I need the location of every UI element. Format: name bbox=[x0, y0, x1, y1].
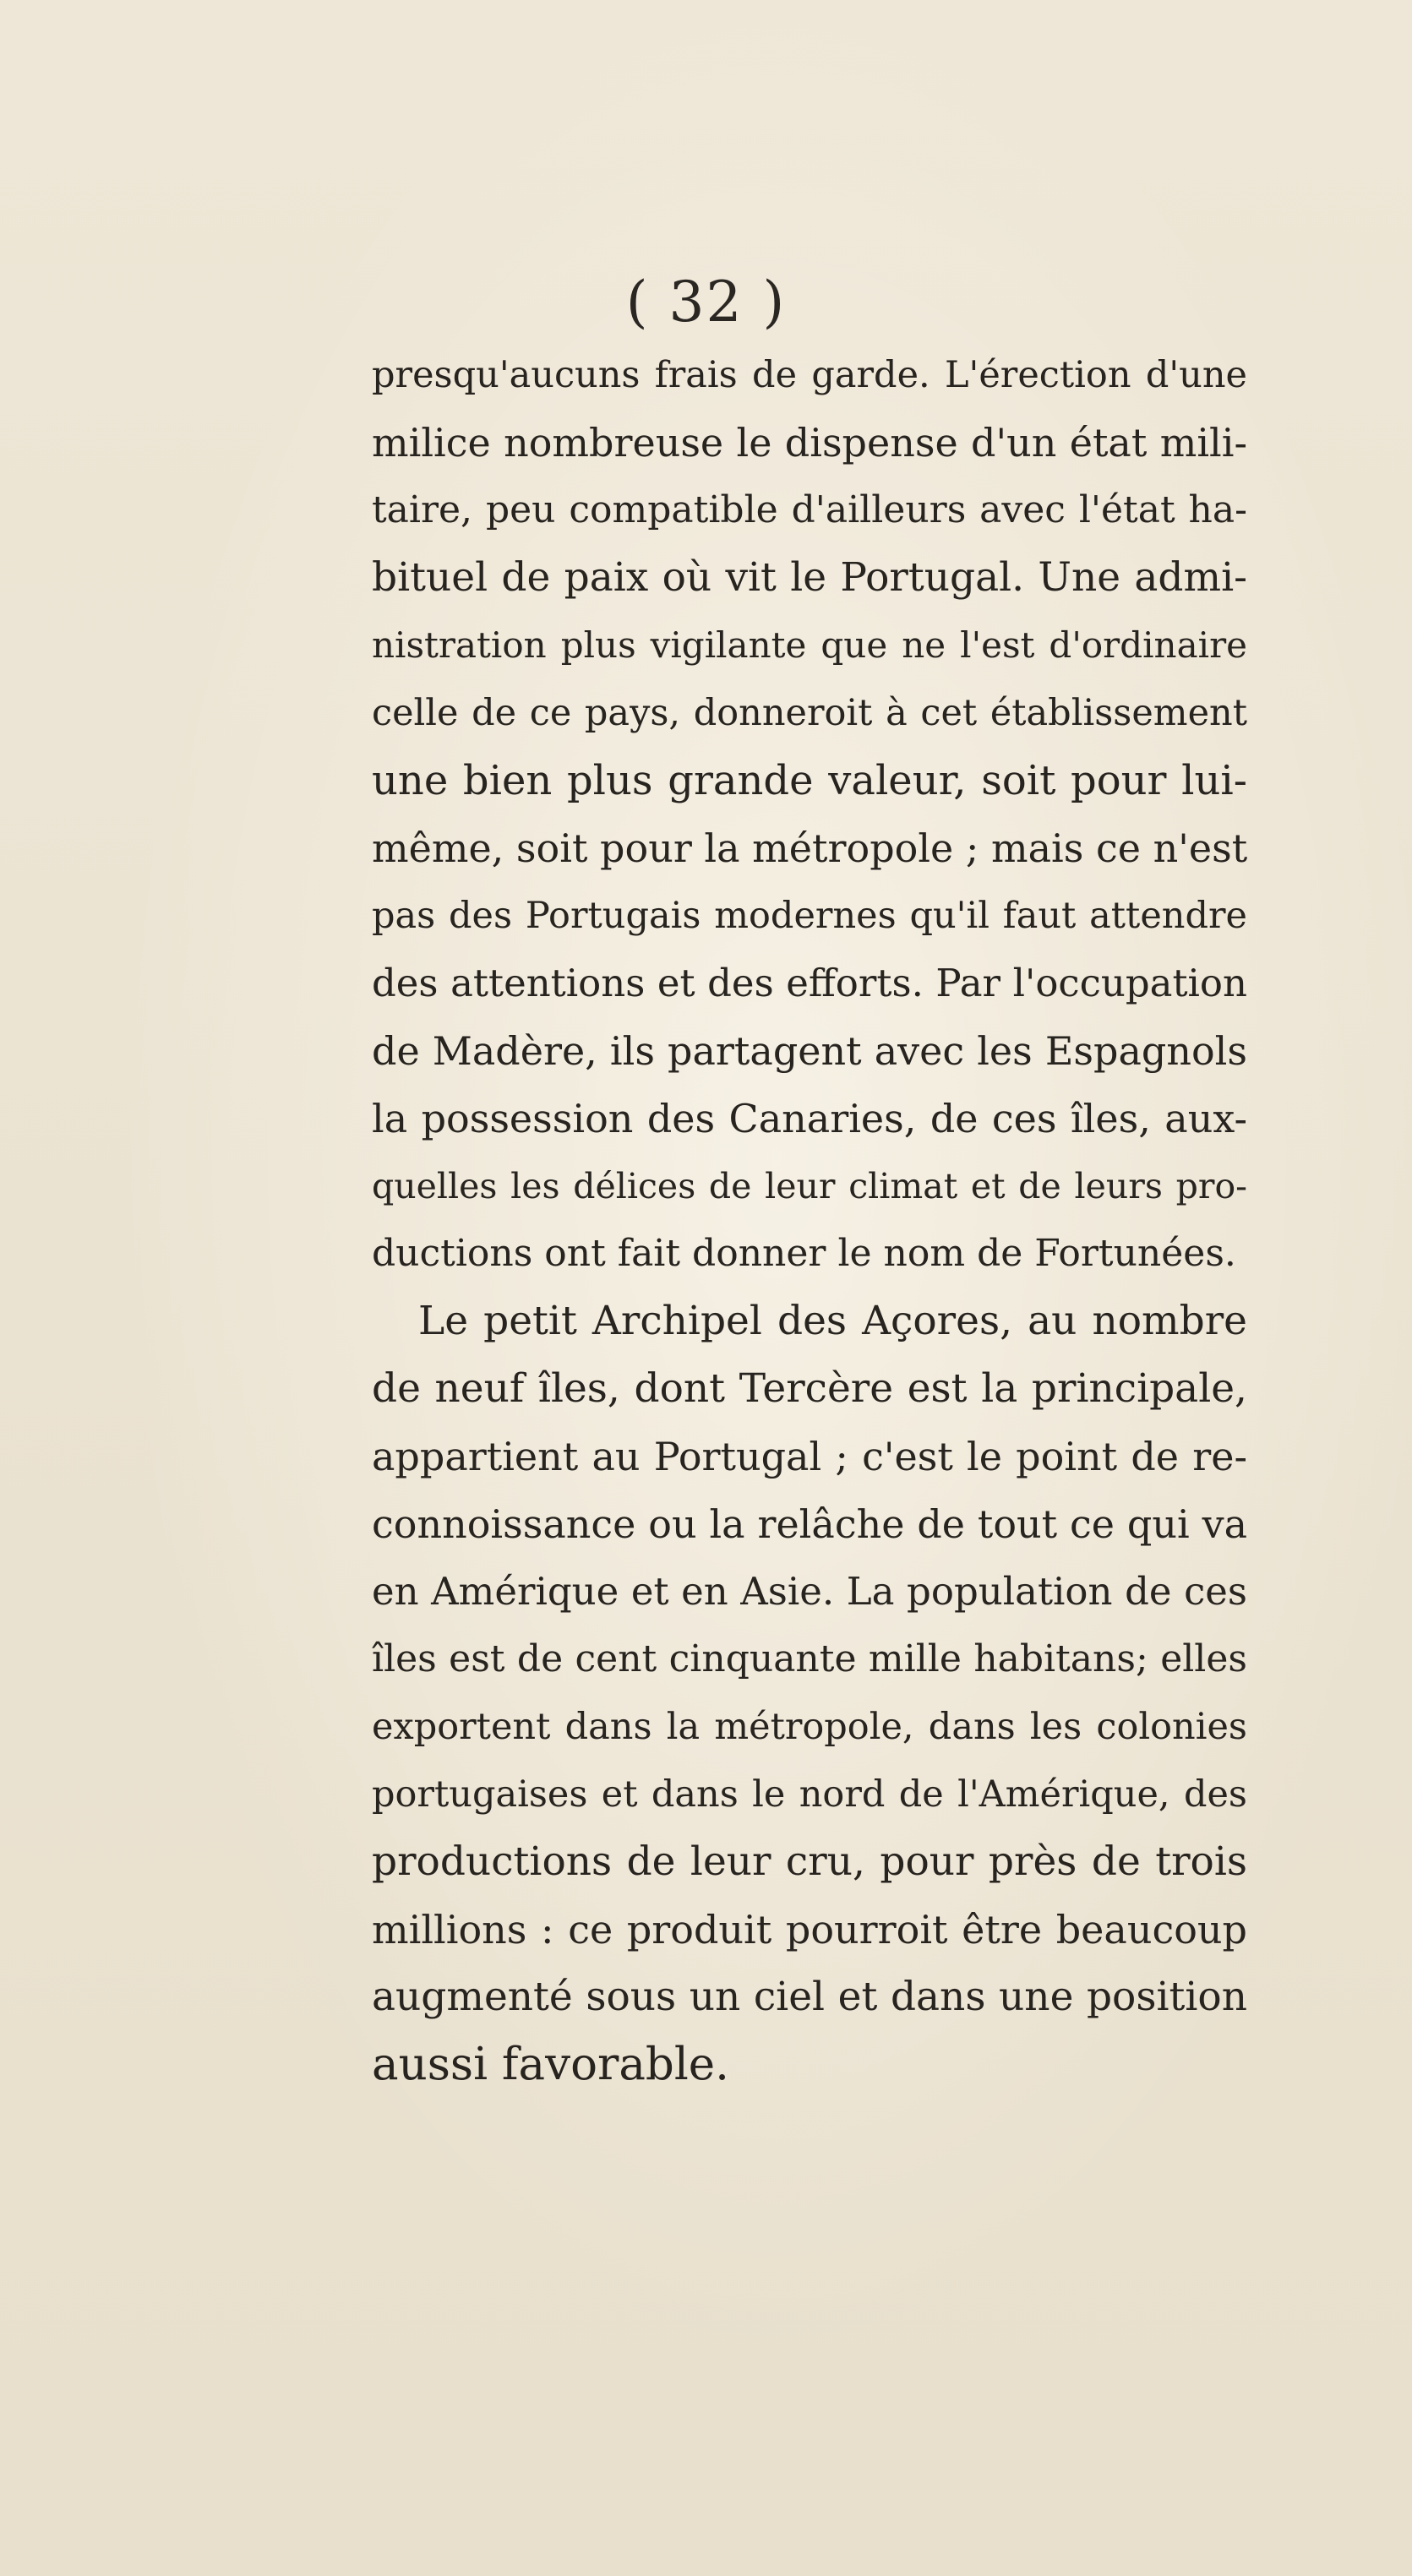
text-line: quelles les délices de leur climat et de leurs pro- bbox=[372, 1166, 1247, 1206]
text-line: appartient au Portugal ; c'est le point de re- bbox=[372, 1434, 1247, 1479]
text-line: pas des Portugais modernes qu'il faut attendre bbox=[372, 895, 1247, 937]
text-line: milice nombreuse le dispense d'un état mili- bbox=[372, 420, 1247, 466]
text-line: augmenté sous un ciel et dans une position bbox=[372, 1974, 1247, 2020]
text-line: une bien plus grande valeur, soit pour lui- bbox=[372, 757, 1247, 804]
body-text bbox=[372, 341, 1247, 2099]
text-line: celle de ce pays, donneroit à cet établissement bbox=[372, 692, 1247, 734]
text-line: la possession des Canaries, de ces îles, aux- bbox=[372, 1096, 1247, 1141]
text-line: bituel de paix où vit le Portugal. Une admi- bbox=[372, 554, 1247, 601]
text-line: portugaises et dans le nord de l'Amérique, des bbox=[372, 1773, 1247, 1816]
text-line: nistration plus vigilante que ne l'est d'ordinaire bbox=[372, 624, 1247, 666]
text-line: même, soit pour la métropole ; mais ce n'est bbox=[372, 825, 1247, 871]
text-line: productions de leur cru, pour près de trois bbox=[372, 1838, 1247, 1885]
text-line: ductions ont fait donner le nom de Fortunées. bbox=[372, 1232, 1236, 1275]
text-line: en Amérique et en Asie. La population de ces bbox=[372, 1569, 1247, 1614]
text-line: îles est de cent cinquante mille habitans; elles bbox=[372, 1637, 1247, 1680]
text-line: presqu'aucuns frais de garde. L'érection d'une bbox=[372, 354, 1247, 396]
page-number: ( 32 ) bbox=[625, 270, 787, 335]
text-line: des attentions et des efforts. Par l'occupation bbox=[372, 961, 1247, 1005]
paragraph-last-line: aussi favorable. bbox=[372, 2039, 730, 2090]
text-line: de neuf îles, dont Tercère est la principale, bbox=[372, 1365, 1247, 1412]
text-line: taire, peu compatible d'ailleurs avec l'état ha- bbox=[372, 488, 1247, 531]
paragraph-first-line: Le petit Archipel des Açores, au nombre bbox=[418, 1298, 1247, 1344]
text-line: connoissance ou la relâche de tout ce qui va bbox=[372, 1501, 1247, 1547]
text-line: de Madère, ils partagent avec les Espagnols bbox=[372, 1028, 1247, 1074]
text-line: millions : ce produit pourroit être beaucoup bbox=[372, 1907, 1247, 1952]
text-line: exportent dans la métropole, dans les colonies bbox=[372, 1706, 1247, 1748]
